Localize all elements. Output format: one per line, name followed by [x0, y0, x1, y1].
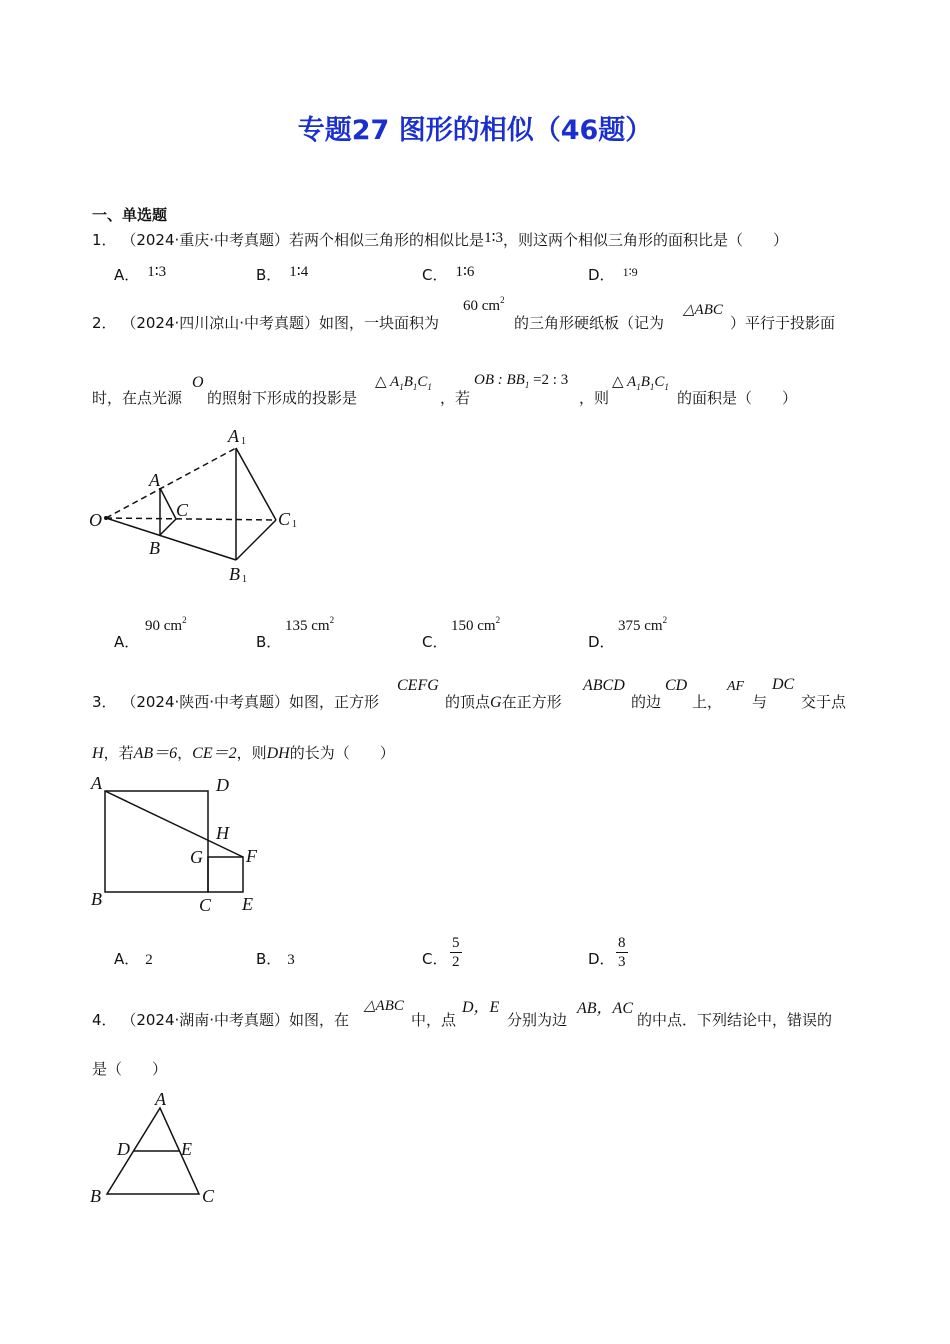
- question-text: 如图，一块面积为: [319, 314, 440, 332]
- label-c1-sub: 1: [292, 519, 297, 530]
- option-c[interactable]: C． 1∶6: [422, 264, 475, 284]
- question-2-line-1: [92, 312, 439, 333]
- option-c[interactable]: C．: [422, 950, 448, 968]
- label-b1: B: [229, 564, 240, 584]
- label-b1-sub: 1: [242, 574, 247, 585]
- question-text: 的照射下形成的投影是: [207, 389, 358, 407]
- question-number: 4．: [92, 1011, 117, 1029]
- option-d[interactable]: D． $^{1∶9}$: [588, 265, 638, 284]
- page-title: 专题27 图形的相似（46题）: [297, 115, 653, 146]
- option-b[interactable]: B． 3: [256, 950, 295, 968]
- math-af: AF: [727, 679, 745, 694]
- question-text: 的中点．下列结论中，错误的: [637, 1011, 833, 1029]
- option-a[interactable]: A．: [114, 633, 140, 651]
- option-d-fraction: $\frac{8}{3}$: [618, 935, 626, 970]
- question-text: 与: [752, 693, 768, 711]
- option-a-value: 90 $cm^2$: [145, 615, 187, 634]
- option-c-value: 150 $cm^2$: [451, 615, 501, 634]
- question-3-line-1: [92, 691, 379, 712]
- question-4-line-1: [92, 1009, 349, 1030]
- math-de: D，E: [462, 999, 500, 1016]
- question-text: 的顶点G在正方形: [445, 693, 562, 711]
- question-text: 如图，在: [289, 1011, 350, 1029]
- math-triangle: △ABC: [364, 998, 404, 1014]
- question-source: （2024·四川凉山·中考真题）: [121, 314, 320, 332]
- question-1: [92, 229, 788, 250]
- option-c-fraction: $\frac{5}{2}$: [452, 935, 460, 970]
- math-ratio-ob: OB : $BB_1 =2$ : 3: [474, 372, 569, 390]
- label-o: O: [89, 510, 102, 530]
- option-b[interactable]: B． 1∶4: [256, 264, 309, 284]
- question-text: 分别为边: [507, 1011, 568, 1029]
- label-a: A: [155, 1089, 166, 1109]
- option-d-value: 375 $cm^2$: [618, 615, 668, 634]
- question-text: 的面积是（ ）: [677, 389, 798, 407]
- label-c: C: [176, 500, 189, 520]
- option-c[interactable]: C．: [422, 633, 448, 651]
- label-d: D: [216, 775, 229, 795]
- label-a1-sub: 1: [241, 436, 246, 447]
- math-abcd: ABCD: [583, 677, 625, 694]
- figure-triangle: [86, 1086, 226, 1211]
- figure-squares: [86, 770, 276, 920]
- option-d[interactable]: D．: [588, 633, 615, 651]
- math-triangle: △ABC: [683, 302, 723, 318]
- math-abac: AB，AC: [577, 1000, 633, 1017]
- section-heading: 一、单选题: [92, 206, 168, 224]
- label-b: B: [91, 889, 102, 909]
- question-source: （2024·陕西·中考真题）: [121, 693, 290, 711]
- option-d[interactable]: D．: [588, 950, 615, 968]
- option-a[interactable]: A． 2: [114, 950, 153, 968]
- option-a[interactable]: A． 1∶3: [114, 264, 167, 284]
- question-source: （2024·重庆·中考真题）: [121, 231, 290, 249]
- label-b: B: [149, 538, 160, 558]
- label-b: B: [90, 1186, 101, 1206]
- label-a: A: [91, 773, 102, 793]
- label-a1: A: [228, 426, 239, 446]
- question-text: 如图，正方形: [289, 693, 380, 711]
- math-triangle-a1b1c1: △ $A_1B_1C_1$: [612, 374, 669, 392]
- question-number: 3．: [92, 693, 117, 711]
- question-text: ，则这两个相似三角形的面积比是（ ）: [502, 231, 788, 249]
- label-g: G: [190, 847, 203, 867]
- math-triangle-a1b1c1: △ $A_1B_1C_1$: [375, 374, 432, 392]
- figure-projection: [86, 424, 316, 589]
- option-b-value: 135 $cm^2$: [285, 615, 335, 634]
- label-f: F: [246, 846, 257, 866]
- label-c: C: [199, 895, 212, 915]
- math-dc: DC: [772, 676, 795, 693]
- question-text: 若两个相似三角形的相似比是: [289, 231, 485, 249]
- question-3-line-2: H，若AB＝6，CE＝2，则DH的长为（ ）: [92, 744, 395, 762]
- math-ratio: 1∶3: [484, 230, 503, 246]
- question-text: 交于点: [801, 693, 847, 711]
- question-text: 的边: [631, 693, 662, 711]
- question-source: （2024·湖南·中考真题）: [121, 1011, 290, 1029]
- math-point-o: O: [192, 374, 204, 391]
- question-text: 中，点: [411, 1011, 457, 1029]
- question-number: 2．: [92, 314, 117, 332]
- label-e: E: [181, 1139, 192, 1159]
- question-text: ，若: [440, 389, 471, 407]
- label-c: C: [202, 1186, 215, 1206]
- label-e: E: [242, 894, 253, 914]
- question-text: 是（ ）: [92, 1060, 168, 1078]
- option-b[interactable]: B．: [256, 633, 282, 651]
- question-text: ）平行于投影面: [730, 314, 836, 332]
- label-a: A: [149, 470, 160, 490]
- question-text: 时，在点光源: [92, 389, 183, 407]
- math-area: 60 $cm^2$: [463, 295, 505, 314]
- label-c1: C: [278, 509, 291, 529]
- math-cefg: CEFG: [397, 677, 439, 694]
- question-text: 上，: [692, 693, 723, 711]
- question-text: ，则: [579, 389, 610, 407]
- question-number: 1．: [92, 231, 117, 249]
- label-h: H: [216, 823, 229, 843]
- math-cd: CD: [665, 677, 688, 694]
- label-d: D: [117, 1139, 130, 1159]
- question-text: 的三角形硬纸板（记为: [514, 314, 665, 332]
